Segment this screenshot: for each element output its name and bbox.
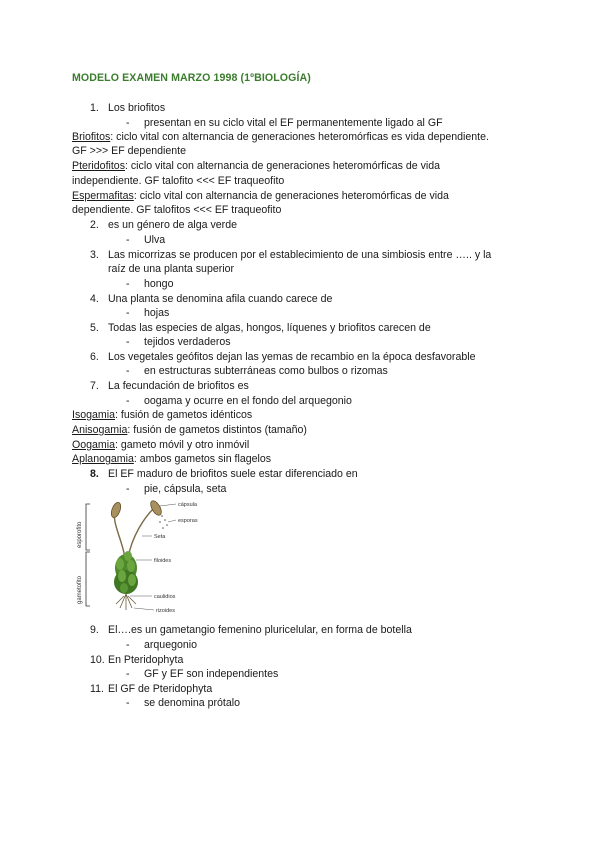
- q6-answer: en estructuras subterráneas como bulbos o rizomas: [144, 365, 388, 377]
- def-text: : gameto móvil y otro inmóvil: [115, 439, 250, 451]
- side-label-sporophyte: esporofito: [77, 521, 83, 548]
- def-text: : fusión de gametos idénticos: [115, 409, 253, 421]
- q5-dash: -: [126, 336, 130, 348]
- label-esporas: esporas: [178, 518, 198, 524]
- leafy-gametophyte: [114, 551, 138, 594]
- q7-dash: -: [126, 395, 130, 407]
- q9-dash: -: [126, 639, 130, 651]
- q9-answer: arquegonio: [144, 639, 198, 651]
- leader-esporas: [168, 520, 176, 522]
- q3-number: 3.: [90, 249, 99, 261]
- q3-answer: hongo: [144, 278, 174, 290]
- label-rizoides: rizoides: [156, 608, 175, 614]
- capsule-right: [149, 499, 164, 517]
- def-term: Anisogamia: [72, 424, 128, 436]
- q8-number: 8.: [90, 468, 99, 480]
- q8-answer: pie, cápsula, seta: [144, 483, 227, 495]
- rhizoids: [116, 594, 136, 610]
- q10-dash: -: [126, 668, 130, 680]
- label-filoides: filoides: [154, 558, 172, 564]
- q10-number: 10.: [90, 654, 105, 666]
- def-text: : fusión de gametos distintos (tamaño): [127, 424, 307, 436]
- def-term: Aplanogamia: [72, 453, 134, 465]
- capsule-left: [110, 501, 123, 519]
- q10-answer: GF y EF son independientes: [144, 668, 279, 680]
- q2-number: 2.: [90, 219, 99, 231]
- q3-question-cont: raíz de una planta superior: [108, 263, 235, 275]
- spore: [166, 524, 168, 526]
- label-caulidios: caulidios: [154, 594, 176, 600]
- q11-dash: -: [126, 697, 130, 709]
- def-term: Briofitos: [72, 131, 111, 143]
- q6-dash: -: [126, 365, 130, 377]
- q9-number: 9.: [90, 624, 99, 636]
- q2-dash: -: [126, 234, 130, 246]
- def-text: : ciclo vital con alternancia de generaciones heteromórficas de vida: [133, 190, 449, 202]
- q4-dash: -: [126, 307, 130, 319]
- q11-question: El GF de Pteridophyta: [108, 683, 213, 695]
- q3-dash: -: [126, 278, 130, 290]
- def-isogamia: [72, 408, 252, 422]
- q5-answer: tejidos verdaderos: [144, 336, 231, 348]
- q4-number: 4.: [90, 293, 99, 305]
- q9-question: El….es un gametangio femenino pluricelular, en forma de botella: [108, 624, 412, 636]
- def-term: Pteridofitos: [72, 160, 125, 172]
- q5-number: 5.: [90, 322, 99, 334]
- def-term: Isogamia: [72, 409, 115, 421]
- q6-question: Los vegetales geófitos dejan las yemas de recambio en la época desfavorable: [108, 351, 476, 363]
- gametophyte-bracket: [86, 552, 90, 606]
- page-title: MODELO EXAMEN MARZO 1998 (1ºBIOLOGÍA): [72, 72, 311, 84]
- q4-question: Una planta se denomina afila cuando carece de: [108, 293, 333, 305]
- spore: [162, 527, 164, 529]
- def-term: Espermafitas: [72, 190, 134, 202]
- q8-question: El EF maduro de briofitos suele estar diferenciado en: [108, 468, 358, 480]
- q8-dash: -: [126, 483, 130, 495]
- leader-rizoides: [134, 608, 154, 610]
- q5-question: Todas las especies de algas, hongos, líquenes y briofitos carecen de: [108, 322, 431, 334]
- spore: [161, 515, 163, 517]
- q1-number: 1.: [90, 102, 99, 114]
- q1-answer: presentan en su ciclo vital el EF permanentemente ligado al GF: [144, 117, 443, 129]
- q7-number: 7.: [90, 380, 99, 392]
- sporophyte-bracket: [86, 504, 90, 550]
- moss-diagram: [70, 498, 210, 618]
- label-seta: Seta: [154, 534, 166, 540]
- def-oogamia: [72, 438, 249, 452]
- def-aplanogamia: [72, 452, 271, 466]
- q3-question: Las micorrizas se producen por el establecimiento de una simbiosis entre ….. y la: [108, 249, 492, 261]
- def-espermafitas: [72, 189, 449, 203]
- q10-question: En Pteridophyta: [108, 654, 184, 666]
- spore: [164, 519, 166, 521]
- def-text: : ciclo vital con alternancia de generaciones heteromórficas es vida dependiente.: [110, 131, 489, 143]
- q7-answer: oogama y ocurre en el fondo del arquegonio: [144, 395, 352, 407]
- leader-capsula: [160, 504, 176, 506]
- q6-number: 6.: [90, 351, 99, 363]
- q4-answer: hojas: [144, 307, 170, 319]
- q11-number: 11.: [90, 683, 104, 695]
- def-pteridofitos: [72, 159, 440, 173]
- q2-answer: Ulva: [144, 234, 166, 246]
- spore: [159, 521, 161, 523]
- def-pteridofitos-cont: independiente. GF talofito <<< EF traqueofito: [72, 175, 285, 187]
- def-text: : ciclo vital con alternancia de generaciones heteromórficas de vida: [125, 160, 441, 172]
- q11-answer: se denomina prótalo: [144, 697, 240, 709]
- def-anisogamia: [72, 423, 307, 437]
- def-term: Oogamia: [72, 439, 115, 451]
- q1-question: Los briofitos: [108, 102, 166, 114]
- def-briofitos-cont: GF >>> EF dependiente: [72, 145, 186, 157]
- q2-question: es un género de alga verde: [108, 219, 237, 231]
- def-briofitos: [72, 130, 489, 144]
- side-label-gametophyte: gametofito: [77, 575, 83, 604]
- def-text: : ambos gametos sin flagelos: [133, 453, 272, 465]
- label-capsula: cápsula: [178, 502, 197, 508]
- q7-question: La fecundación de briofitos es: [108, 380, 249, 392]
- q1-dash: -: [126, 117, 130, 129]
- def-espermafitas-cont: dependiente. GF talofitos <<< EF traqueofito: [72, 204, 282, 216]
- seta-right: [128, 508, 154, 558]
